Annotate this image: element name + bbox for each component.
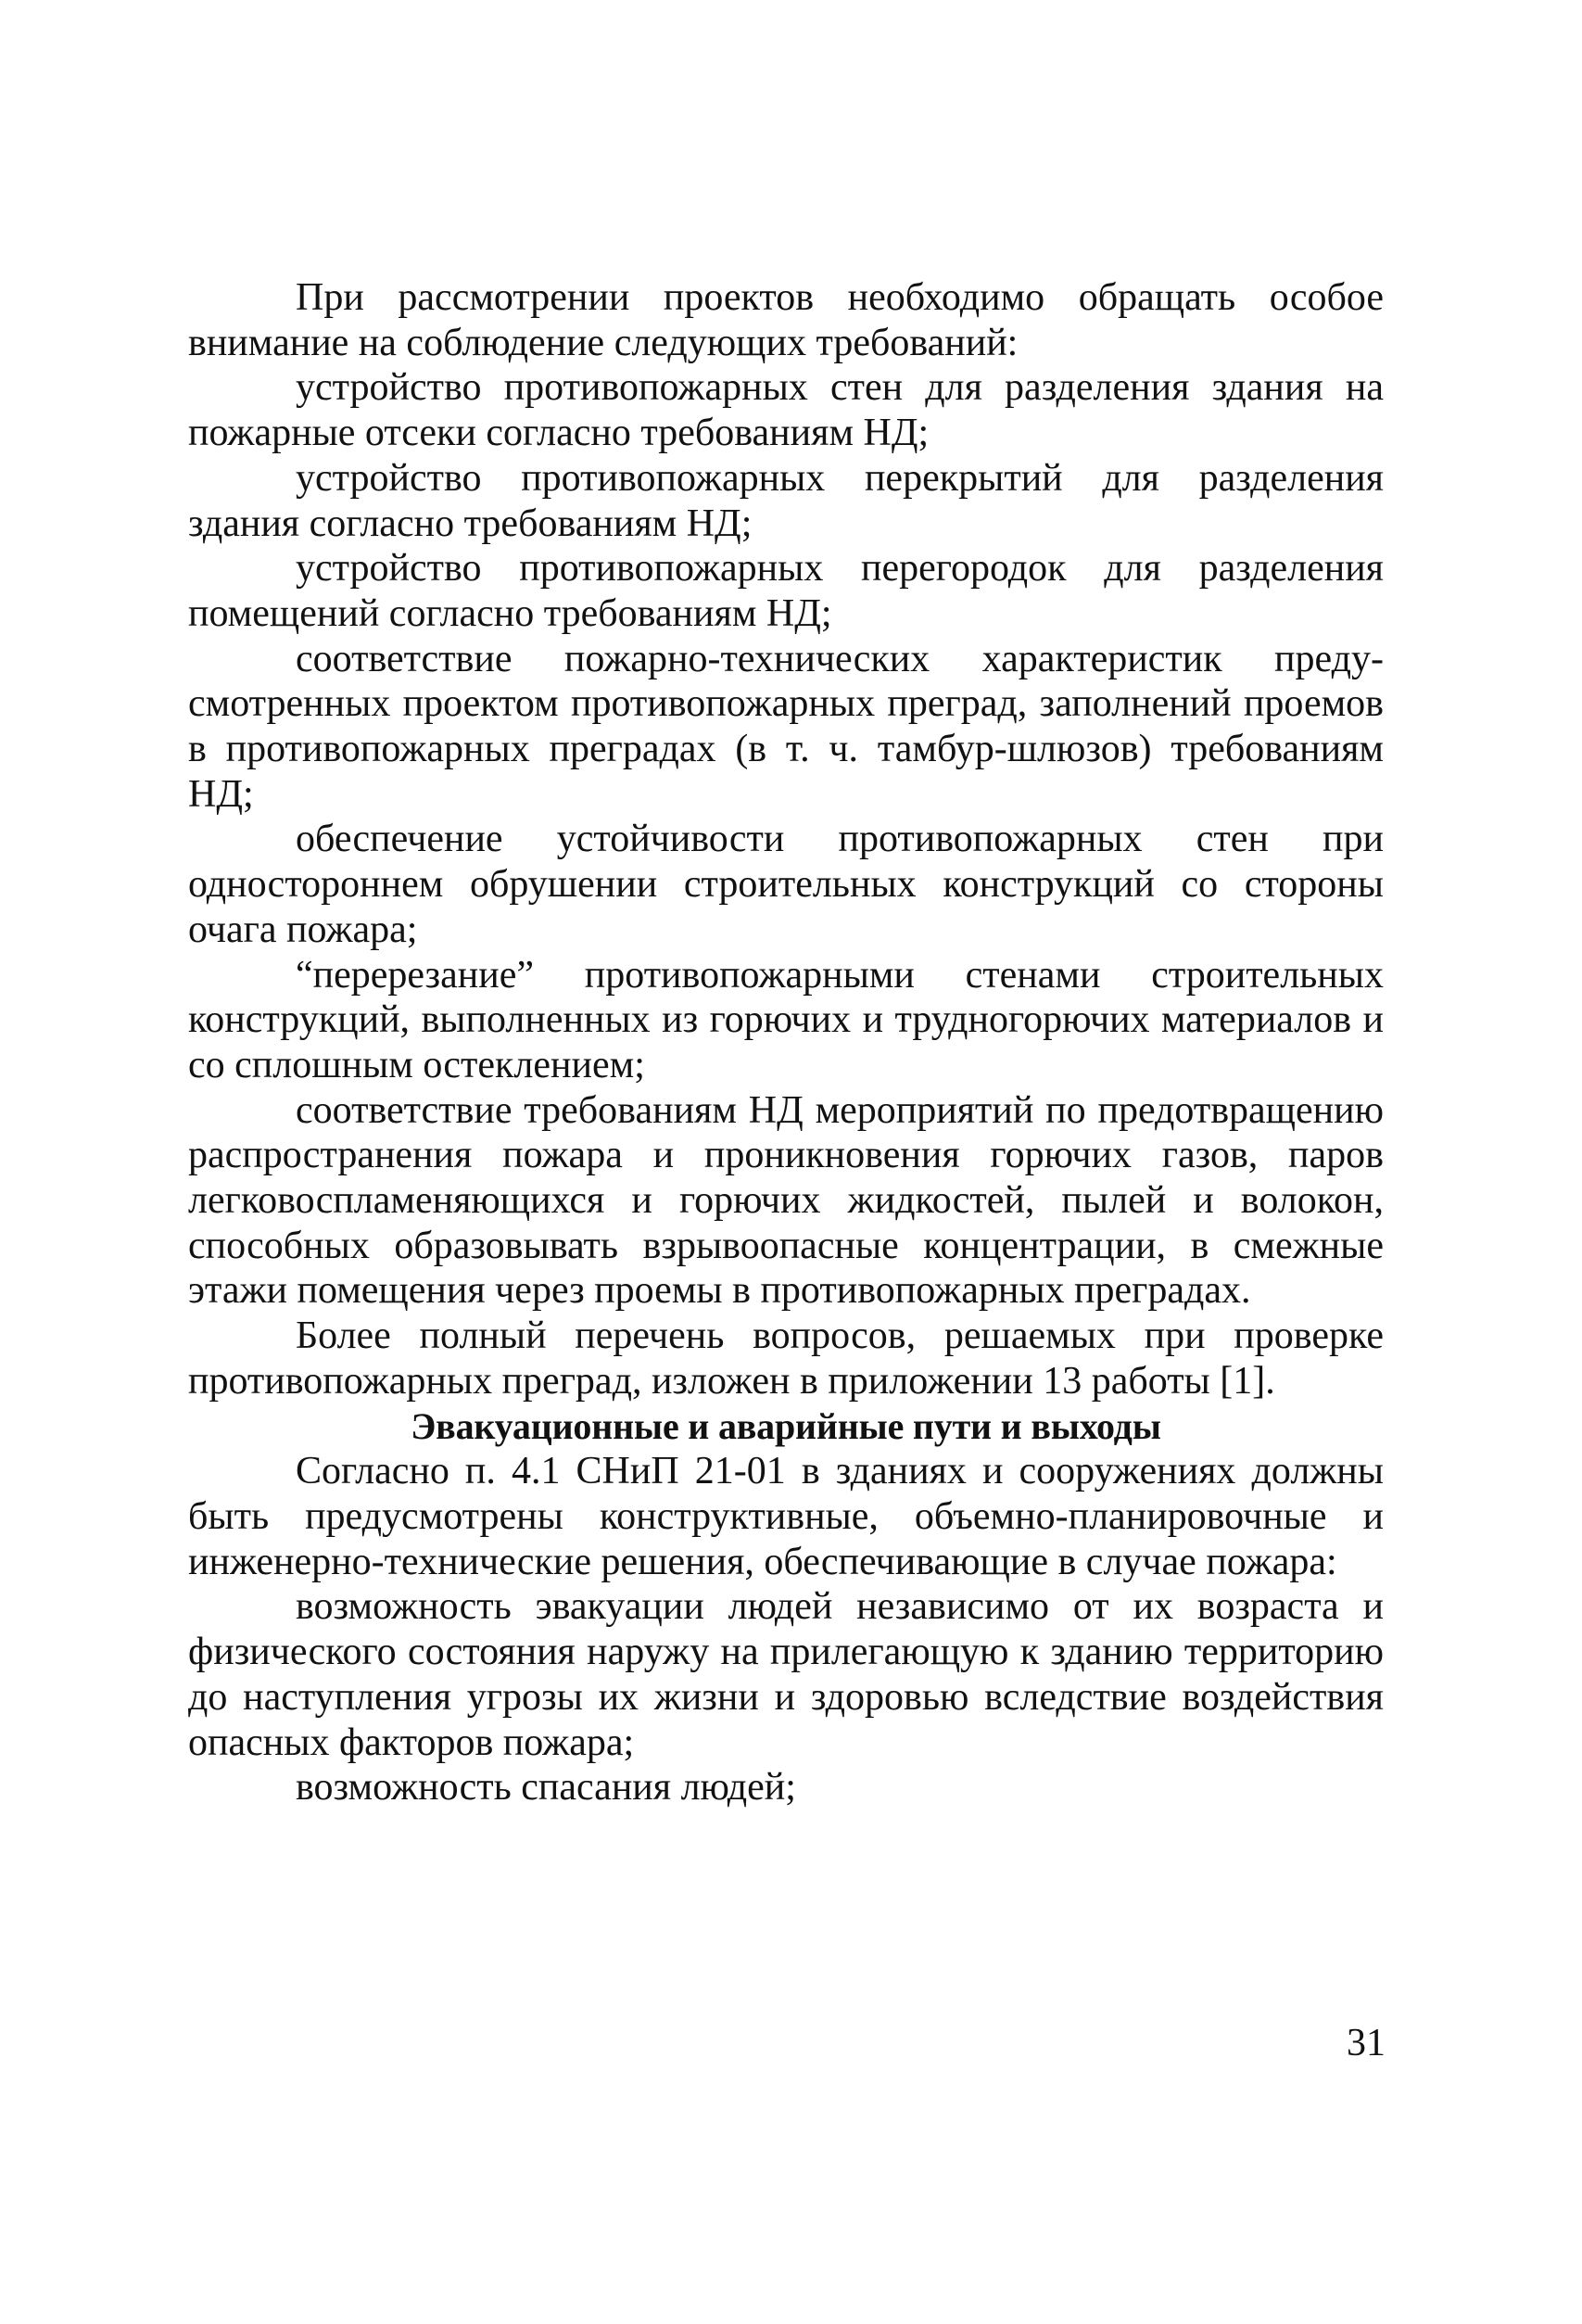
paragraph-floors: устройство противопожарных перекрытий для разделения здания согласно требованиям НД; [188,456,1384,545]
paragraph-evacuation: возможность эвакуации людей независимо от их возраста и физического состояния наружу на прилегающую к зданию территорию до наступления угрозы их жизни и здоровью вследствие воздействия опасных факторов пожара; [188,1585,1384,1764]
paragraph-characteristics: соответствие пожарно-технических характеристик предусмотренных проектом противопожарных преград, заполнений проемов в противопожарных преградах (в т. ч. тамбур-шлюзов) требованиям НД; [188,637,1384,816]
paragraph-cutting: “перерезание” противопожарными стенами строительных конструкций, выполненных из горючих и трудногорючих материалов и со сплошным остеклением; [188,953,1384,1086]
paragraph-intro: При рассмотрении проектов необходимо обращать особое внимание на соблюдение следующих требований: [188,276,1384,364]
paragraph-snip: Согласно п. 4.1 СНиП 21-01 в зданиях и сооружениях должны быть предусмотрены конструктивные, объемно-планировочные и инженерно-технические решения, обеспечивающие в случае пожара: [188,1450,1384,1583]
paragraph-measures: соответствие требованиям НД мероприятий по предотвращению распространения пожара и проникновения горючих газов, паров легковоспламеняющихся и горючих жидкостей, пылей и волокон, способных образовывать взрывоопасные концентрации, в смежные этажи помещения через проемы в противопожарных преградах. [188,1088,1384,1313]
section-heading: Эвакуационные и аварийные пути и выходы [411,1404,1161,1447]
paragraph-rescue: возможность спасания людей; [296,1766,796,1810]
paragraph-reference: Более полный перечень вопросов, решаемых при проверке противопожарных преград, изложен в приложении 13 работы [1]. [188,1314,1384,1403]
paragraph-stability: обеспечение устойчивости противопожарных стен при одностороннем обрушении строительных конструкций со стороны очага пожара; [188,818,1384,951]
paragraph-partitions: устройство противопожарных перегородок для разделения помещений согласно требованиям НД; [188,547,1384,635]
paragraph-walls: устройство противопожарных стен для разделения здания на пожарные отсеки согласно требованиям НД; [188,366,1384,455]
body-text [188,275,1384,1810]
page-number: 31 [1347,2022,1386,2064]
